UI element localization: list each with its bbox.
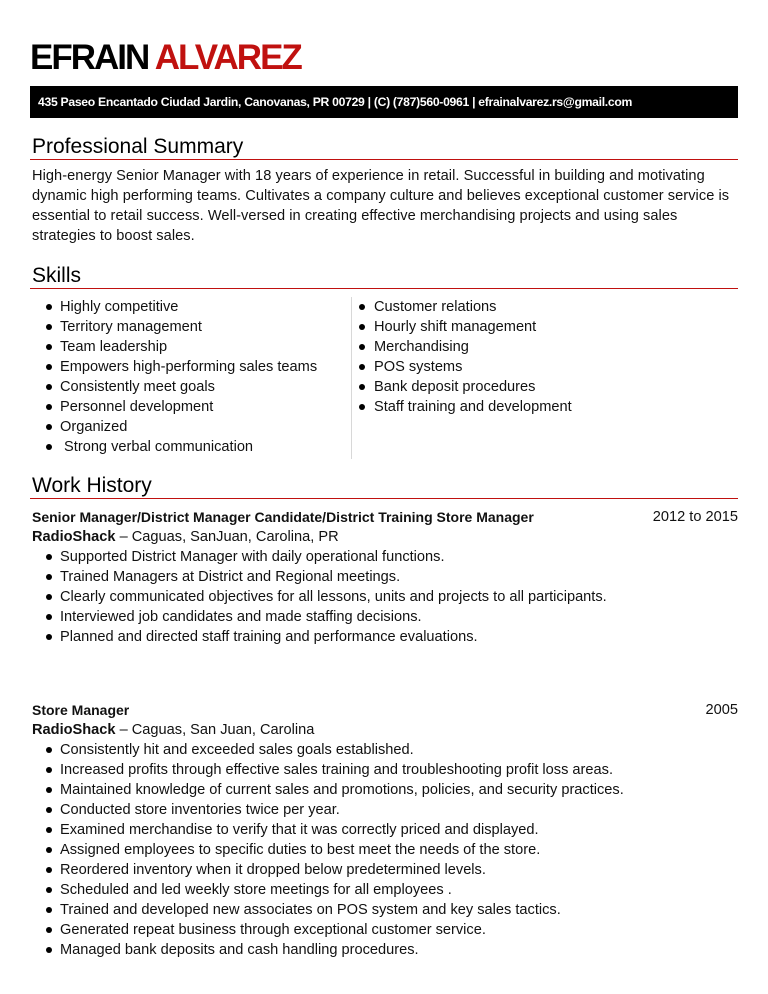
list-item: Trained Managers at District and Regional meetings. (32, 567, 607, 587)
list-item: Consistently hit and exceeded sales goals established. (32, 740, 624, 760)
contact-bar: 435 Paseo Encantado Ciudad Jardin, Canovanas, PR 00729 | (C) (787)560-0961 | efrainalvarez.rs@gmail.com (30, 86, 738, 118)
summary-divider (30, 159, 738, 160)
list-item: Assigned employees to specific duties to best meet the needs of the store. (32, 840, 624, 860)
list-item: Supported District Manager with daily operational functions. (32, 547, 607, 567)
skill-item: Team leadership (32, 337, 317, 357)
list-item: Planned and directed staff training and performance evaluations. (32, 627, 607, 647)
list-item: Maintained knowledge of current sales and promotions, policies, and security practices. (32, 780, 624, 800)
job-dates: 2005 (705, 702, 738, 718)
list-item: Managed bank deposits and cash handling procedures. (32, 940, 624, 960)
skill-item: Personnel development (32, 397, 317, 417)
skill-item: Organized (32, 417, 317, 437)
job-employer (32, 720, 314, 740)
applicant-name (30, 38, 301, 78)
list-item: Clearly communicated objectives for all lessons, units and projects to all participants. (32, 587, 607, 607)
list-item: Interviewed job candidates and made staffing decisions. (32, 607, 607, 627)
skill-item: Bank deposit procedures (352, 377, 572, 397)
skill-item: Merchandising (352, 337, 572, 357)
skills-divider (30, 288, 738, 289)
skill-item: Strong verbal communication (32, 437, 317, 457)
company-name: RadioShack (32, 529, 116, 545)
job-employer (32, 527, 339, 547)
summary-heading: Professional Summary (32, 135, 244, 158)
job-duties-list (32, 740, 624, 960)
skill-item: POS systems (352, 357, 572, 377)
list-item: Trained and developed new associates on POS system and key sales tactics. (32, 900, 624, 920)
job-dates: 2012 to 2015 (652, 509, 738, 525)
list-item: Scheduled and led weekly store meetings for all employees . (32, 880, 624, 900)
skill-item: Hourly shift management (352, 317, 572, 337)
skill-item: Highly competitive (32, 297, 317, 317)
work-history-heading: Work History (32, 474, 152, 497)
list-item: Increased profits through effective sales training and troubleshooting profit loss areas. (32, 760, 624, 780)
skill-item: Consistently meet goals (32, 377, 317, 397)
job-location: – Caguas, SanJuan, Carolina, PR (115, 529, 339, 545)
skills-list-left (32, 297, 317, 457)
job-title: Store Manager (32, 702, 130, 718)
skill-item: Staff training and development (352, 397, 572, 417)
list-item: Generated repeat business through exceptional customer service. (32, 920, 624, 940)
skills-list-right (352, 297, 572, 417)
job-title: Senior Manager/District Manager Candidate/District Training Store Manager (32, 509, 534, 525)
skills-heading: Skills (32, 264, 82, 287)
first-name: EFRAIN (30, 38, 149, 77)
list-item: Conducted store inventories twice per year. (32, 800, 624, 820)
summary-text: High-energy Senior Manager with 18 years of experience in retail. Successful in building and motivating dynamic high performing teams. Cultivates a company culture and believes exceptional customer service is essential to retail success. Well-versed in creating effective merchandising projects and using sales strategies to boost sales. (32, 168, 730, 244)
company-name: RadioShack (32, 722, 116, 738)
list-item: Examined merchandise to verify that it was correctly priced and displayed. (32, 820, 624, 840)
skill-item: Customer relations (352, 297, 572, 317)
job-duties-list (32, 547, 607, 647)
list-item: Reordered inventory when it dropped below predetermined levels. (32, 860, 624, 880)
last-name: ALVAREZ (154, 38, 301, 77)
skill-item: Empowers high-performing sales teams (32, 357, 317, 377)
skill-item: Territory management (32, 317, 317, 337)
job-location: – Caguas, San Juan, Carolina (115, 722, 315, 738)
work-history-divider (30, 498, 738, 499)
